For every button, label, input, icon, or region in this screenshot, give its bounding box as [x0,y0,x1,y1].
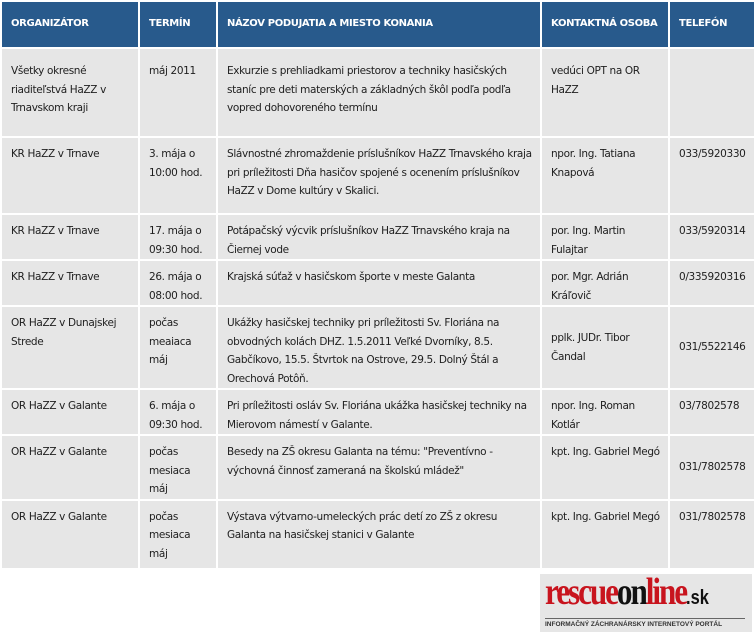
cell-date: 3. mája o 10:00 hod. [139,137,217,214]
cell-phone: 031/5522146 [669,306,754,389]
table-row [1,389,754,435]
logo-wordmark: rescueonline.sk [545,573,709,613]
cell-event: Exkurzie s prehliadkami priestorov a techniky hasičských staníc pre deti materských a základných škôl podľa podľa vopred dohovoreného termínu [217,48,541,137]
cell-phone: 03/7802578 [669,389,754,435]
cell-organizer: KR HaZZ v Trnave [1,214,139,260]
cell-event: Výstava výtvarno-umeleckých prác detí zo ZŠ z okresu Galanta na hasičskej stanici v Galante [217,500,541,569]
cell-phone: 031/7802578 [669,500,754,569]
table-row [1,306,754,389]
cell-phone: 031/7802578 [669,435,754,500]
cell-contact: kpt. Ing. Gabriel Megó [541,435,669,500]
cell-event: Krajská súťaž v hasičskom športe v meste Galanta [217,260,541,306]
cell-phone: 0/335920316 [669,260,754,306]
table-row [1,137,754,214]
cell-contact: vedúci OPT na OR HaZZ [541,48,669,137]
header-event: NÁZOV PODUJATIA A MIESTO KONANIA [217,1,541,48]
header-contact: KONTAKTNÁ OSOBA [541,1,669,48]
cell-event: Potápačský výcvik príslušníkov HaZZ Trnavského kraja na Čiernej vode [217,214,541,260]
cell-date: 6. mája o 09:30 hod. [139,389,217,435]
rescueonline-watermark-logo [540,574,752,632]
table-row [1,214,754,260]
cell-contact: npor. Ing. Roman Kotlár [541,389,669,435]
cell-organizer: OR HaZZ v Galante [1,435,139,500]
header-organizer: ORGANIZÁTOR [1,1,139,48]
cell-organizer: KR HaZZ v Trnave [1,260,139,306]
cell-organizer: OR HaZZ v Dunajskej Strede [1,306,139,389]
cell-contact: kpt. Ing. Gabriel Megó [541,500,669,569]
cell-event: Ukážky hasičskej techniky pri príležitosti Sv. Floriána na obvodných kolách DHZ. 1.5.2011 Veľké Dvorníky, 8.5. Gabčíkovo, 15.5. Štvrtok na Ostrove, 29.5. Dolný Štál a Orechová Potôň. [217,306,541,389]
cell-phone: 033/5920330 [669,137,754,214]
cell-date: počas mesiaca máj [139,435,217,500]
cell-organizer: KR HaZZ v Trnave [1,137,139,214]
cell-phone: 033/5920314 [669,214,754,260]
cell-date: 26. mája o 08:00 hod. [139,260,217,306]
cell-event: Slávnostné zhromaždenie príslušníkov HaZZ Trnavského kraja pri príležitosti Dňa hasičov spojené s ocenením príslušníkov HaZZ v Dome kultúry v Skalici. [217,137,541,214]
cell-contact: npor. Ing. Tatiana Knapová [541,137,669,214]
cell-date: počas meaiaca máj [139,306,217,389]
cell-phone [669,48,754,137]
cell-date: máj 2011 [139,48,217,137]
cell-contact: pplk. JUDr. Tibor Čandal [541,306,669,389]
cell-contact: por. Ing. Martin Fulajtar [541,214,669,260]
table-row [1,435,754,500]
cell-organizer: OR HaZZ v Galante [1,500,139,569]
header-phone: TELEFÓN [669,1,754,48]
table-row [1,48,754,137]
cell-event: Besedy na ZŠ okresu Galanta na tému: "Preventívno - výchovná činnosť zameraná na školskú mládež" [217,435,541,500]
cell-contact: por. Mgr. Adrián Kráľovič [541,260,669,306]
table-row [1,500,754,569]
cell-date: počas mesiaca máj [139,500,217,569]
cell-date: 17. mája o 09:30 hod. [139,214,217,260]
table-row [1,260,754,306]
logo-tagline: INFORMAČNÝ ZÁCHRANÁRSKY INTERNETOVÝ PORTÁL [545,618,745,629]
cell-organizer: Všetky okresné riaditeľstvá HaZZ v Trnavskom kraji [1,48,139,137]
cell-organizer: OR HaZZ v Galante [1,389,139,435]
table-header [1,1,754,48]
header-date: TERMÍN [139,1,217,48]
cell-event: Pri príležitosti osláv Sv. Floriána ukážka hasičskej techniky na Mierovom námestí v Galante. [217,389,541,435]
